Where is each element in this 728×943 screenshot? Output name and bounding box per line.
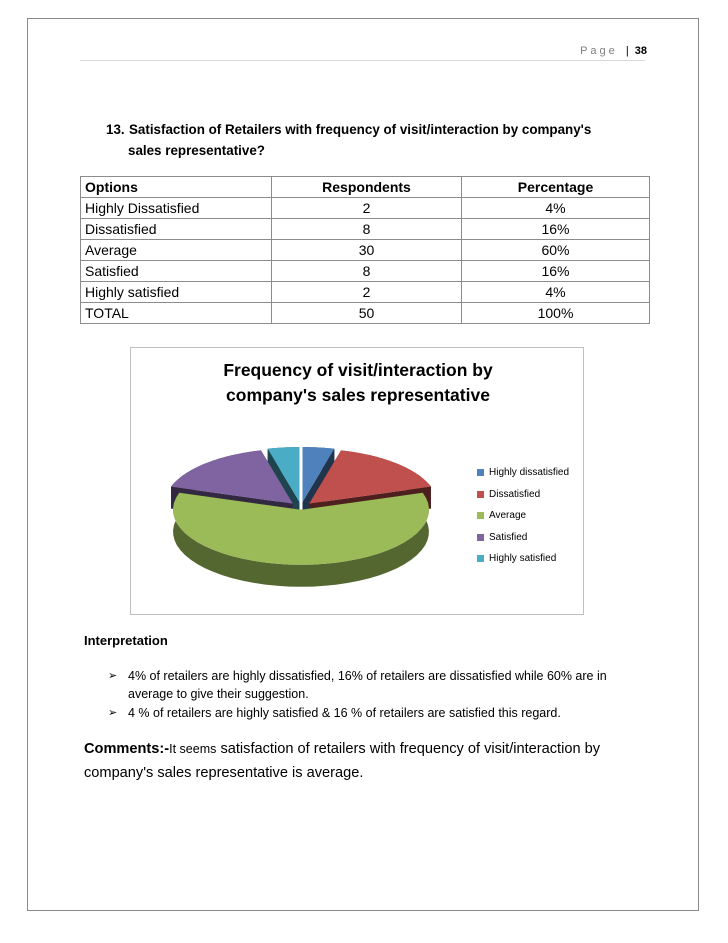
question-number: 13. <box>106 122 125 137</box>
chart-title-line2: company's sales representative <box>226 385 490 405</box>
cell-percentage: 16% <box>462 219 650 240</box>
legend-swatch <box>477 491 484 498</box>
cell-option: Average <box>81 240 272 261</box>
legend-swatch <box>477 555 484 562</box>
legend-item <box>477 462 569 484</box>
cell-percentage: 100% <box>462 303 650 324</box>
cell-option: Dissatisfied <box>81 219 272 240</box>
legend-item <box>477 484 569 506</box>
cell-respondents: 2 <box>272 198 462 219</box>
cell-respondents: 8 <box>272 219 462 240</box>
chart-legend <box>477 462 569 570</box>
legend-item <box>477 505 569 527</box>
pie-chart <box>130 347 584 615</box>
list-item: ➢ 4% of retailers are highly dissatisfied, 16% of retailers are dissatisfied while 60% are in average to give their suggestion. <box>108 669 607 701</box>
arrow-bullet-icon: ➢ <box>108 670 118 682</box>
legend-item <box>477 548 569 570</box>
cell-percentage: 4% <box>462 198 650 219</box>
question-line2: sales representative? <box>128 143 265 158</box>
table-row <box>81 240 650 261</box>
comments-paragraph <box>84 737 654 785</box>
table-row <box>81 261 650 282</box>
legend-label: Highly dissatisfied <box>489 467 570 479</box>
cell-respondents: 30 <box>272 240 462 261</box>
comments-text: satisfaction of retailers with frequency of visit/interaction by company's sales representative is average. <box>84 741 601 781</box>
cell-respondents: 8 <box>272 261 462 282</box>
interpretation-heading: Interpretation <box>84 633 168 648</box>
table-row <box>81 219 650 240</box>
legend-label: Dissatisfied <box>489 488 541 500</box>
header-options: Options <box>81 177 272 198</box>
cell-option: Highly satisfied <box>81 282 272 303</box>
cell-percentage: 60% <box>462 240 650 261</box>
list-item: ➢ 4 % of retailers are highly satisfied & 16 % of retailers are satisfied this regard. <box>108 706 561 720</box>
header-respondents: Respondents <box>272 177 462 198</box>
legend-swatch <box>477 512 484 519</box>
cell-percentage: 16% <box>462 261 650 282</box>
legend-label: Highly satisfied <box>489 553 557 565</box>
pie-slice-average <box>173 493 429 587</box>
comments-lead: It seems <box>169 742 217 756</box>
legend-label: Average <box>489 510 527 522</box>
interpretation-list <box>108 667 648 723</box>
header-rule <box>80 60 645 61</box>
legend-item <box>477 527 569 549</box>
legend-swatch <box>477 534 484 541</box>
cell-percentage: 4% <box>462 282 650 303</box>
question-line1: Satisfaction of Retailers with frequency of visit/interaction by company's <box>129 122 592 137</box>
chart-title-line1: Frequency of visit/interaction by <box>223 360 493 380</box>
arrow-bullet-icon: ➢ <box>108 707 118 719</box>
pie-plot <box>131 348 471 616</box>
table-row <box>81 198 650 219</box>
cell-respondents: 2 <box>272 282 462 303</box>
cell-option: Satisfied <box>81 261 272 282</box>
cell-respondents: 50 <box>272 303 462 324</box>
table-header-row <box>81 177 650 198</box>
legend-swatch <box>477 469 484 476</box>
question-heading <box>106 119 666 161</box>
responses-table <box>80 176 650 324</box>
table-total-row <box>81 303 650 324</box>
comments-label: Comments:- <box>84 741 170 757</box>
cell-option: Highly Dissatisfied <box>81 198 272 219</box>
page-number: Page | 38 <box>580 45 647 57</box>
table-row <box>81 282 650 303</box>
legend-label: Satisfied <box>489 531 528 543</box>
cell-option: TOTAL <box>81 303 272 324</box>
header-percentage: Percentage <box>462 177 650 198</box>
